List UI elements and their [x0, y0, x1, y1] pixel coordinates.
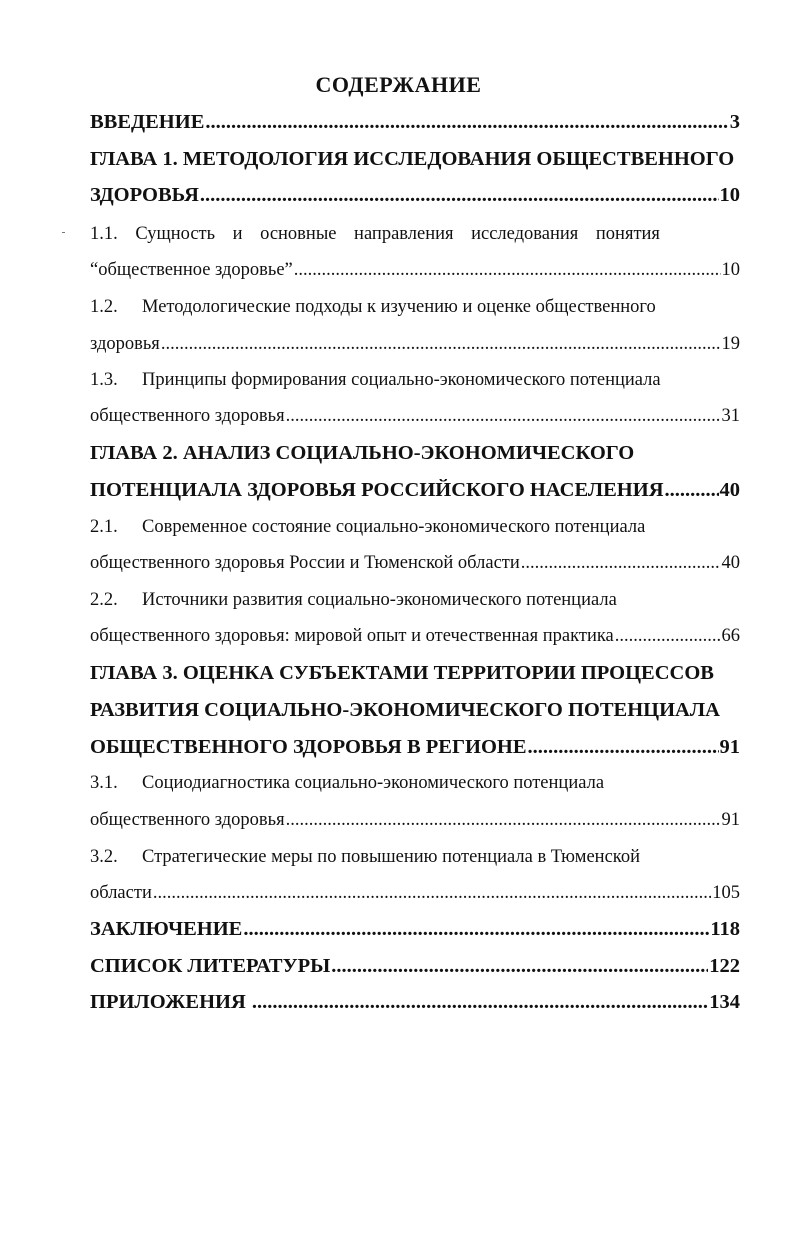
section-1-3-line1: 1.3. Принципы формирования социально-экономического потенциала [90, 370, 661, 390]
toc-entry-label: области [90, 883, 152, 903]
section-2-2-line1: 2.2. Источники развития социально-экономического потенциала [90, 590, 617, 610]
toc-entry-label: общественного здоровья России и Тюменской области [90, 553, 520, 573]
toc-page-number: 40 [719, 479, 740, 501]
toc-entry-label: общественного здоровья [90, 810, 285, 830]
toc-entry-conclusion [90, 918, 740, 941]
leader-dots [528, 736, 719, 759]
toc-page-number: 10 [721, 260, 740, 280]
toc-entry-chapter1 [90, 184, 740, 207]
leader-dots [331, 955, 708, 978]
section-2-1-line1: 2.1. Современное состояние социально-экономического потенциала [90, 517, 646, 537]
section-number: 1.3. [90, 370, 118, 390]
leader-dots [161, 334, 721, 355]
toc-entry-section-3-2 [90, 883, 740, 904]
page-title: СОДЕРЖАНИЕ [315, 72, 482, 97]
toc-page-number: 118 [710, 918, 740, 940]
toc-entry-label: ЗДОРОВЬЯ [90, 184, 199, 206]
toc-entry-label: ЗАКЛЮЧЕНИЕ [90, 918, 243, 940]
leader-dots [521, 553, 721, 574]
toc-entry-label: СПИСОК ЛИТЕРАТУРЫ [90, 955, 331, 977]
scan-mark [62, 232, 65, 233]
toc-page-number: 91 [721, 810, 740, 830]
chapter2-heading-line1: ГЛАВА 2. АНАЛИЗ СОЦИАЛЬНО-ЭКОНОМИЧЕСКОГО [90, 442, 635, 464]
section-1-1-line1: 1.1. Сущность и основные направления исследования понятия [90, 224, 660, 244]
toc-entry-section-2-1 [90, 553, 740, 574]
toc-page-number: 105 [712, 883, 740, 903]
section-1-2-line1: 1.2. Методологические подходы к изучению и оценке общественного [90, 297, 656, 317]
toc-entry-section-2-2 [90, 626, 740, 647]
section-number: 1.1. [90, 224, 118, 244]
section-number: 2.2. [90, 590, 118, 610]
toc-entry-section-1-3 [90, 406, 740, 427]
toc-entry-label: “общественное здоровье” [90, 260, 293, 280]
toc-entry-section-1-1 [90, 260, 740, 281]
leader-dots [286, 406, 721, 427]
leader-dots [286, 810, 721, 831]
leader-dots [243, 918, 709, 941]
chapter3-heading-line1: ГЛАВА 3. ОЦЕНКА СУБЪЕКТАМИ ТЕРРИТОРИИ ПРОЦЕССОВ [90, 662, 714, 684]
chapter3-heading-line2: РАЗВИТИЯ СОЦИАЛЬНО-ЭКОНОМИЧЕСКОГО ПОТЕНЦИАЛА [90, 699, 720, 721]
toc-entry-label: общественного здоровья: мировой опыт и отечественная практика [90, 626, 614, 646]
toc-page-number: 122 [709, 955, 740, 977]
section-number: 3.1. [90, 773, 118, 793]
leader-dots [252, 991, 708, 1014]
section-number: 2.1. [90, 517, 118, 537]
toc-entry-label: ПРИЛОЖЕНИЯ [90, 991, 251, 1013]
toc-page-number: 91 [719, 736, 740, 758]
toc-entry-chapter3 [90, 736, 740, 759]
toc-entry-label: здоровья [90, 334, 160, 354]
toc-entry-chapter2 [90, 479, 740, 502]
toc-entry-label: ВВЕДЕНИЕ [90, 111, 205, 133]
toc-page-number: 66 [721, 626, 740, 646]
section-number: 1.2. [90, 297, 118, 317]
toc-page-number: 40 [721, 553, 740, 573]
leader-dots [200, 184, 719, 207]
section-3-1-line1: 3.1. Социодиагностика социально-экономического потенциала [90, 773, 605, 793]
toc-entry-section-1-2 [90, 334, 740, 355]
toc-entry-label: ПОТЕНЦИАЛА ЗДОРОВЬЯ РОССИЙСКОГО НАСЕЛЕНИЯ [90, 479, 664, 501]
toc-entry-references [90, 955, 740, 978]
section-number: 3.2. [90, 847, 118, 867]
leader-dots [615, 626, 721, 647]
leader-dots [665, 479, 719, 502]
toc-page-number: 19 [721, 334, 740, 354]
leader-dots [294, 260, 721, 281]
toc-page-number: 31 [721, 406, 740, 426]
toc-entry-section-3-1 [90, 810, 740, 831]
toc-page-number: 134 [709, 991, 740, 1013]
leader-dots [153, 883, 711, 904]
toc-page-number: 3 [729, 111, 740, 133]
toc-entry-appendices [90, 991, 740, 1014]
leader-dots [205, 111, 728, 134]
toc-entry-introduction [90, 111, 740, 134]
toc-entry-label: ОБЩЕСТВЕННОГО ЗДОРОВЬЯ В РЕГИОНЕ [90, 736, 527, 758]
toc-page-number: 10 [719, 184, 740, 206]
section-3-2-line1: 3.2. Стратегические меры по повышению потенциала в Тюменской [90, 847, 640, 867]
chapter1-heading-line1: ГЛАВА 1. МЕТОДОЛОГИЯ ИССЛЕДОВАНИЯ ОБЩЕСТВЕННОГО [90, 148, 735, 170]
toc-entry-label: общественного здоровья [90, 406, 285, 426]
